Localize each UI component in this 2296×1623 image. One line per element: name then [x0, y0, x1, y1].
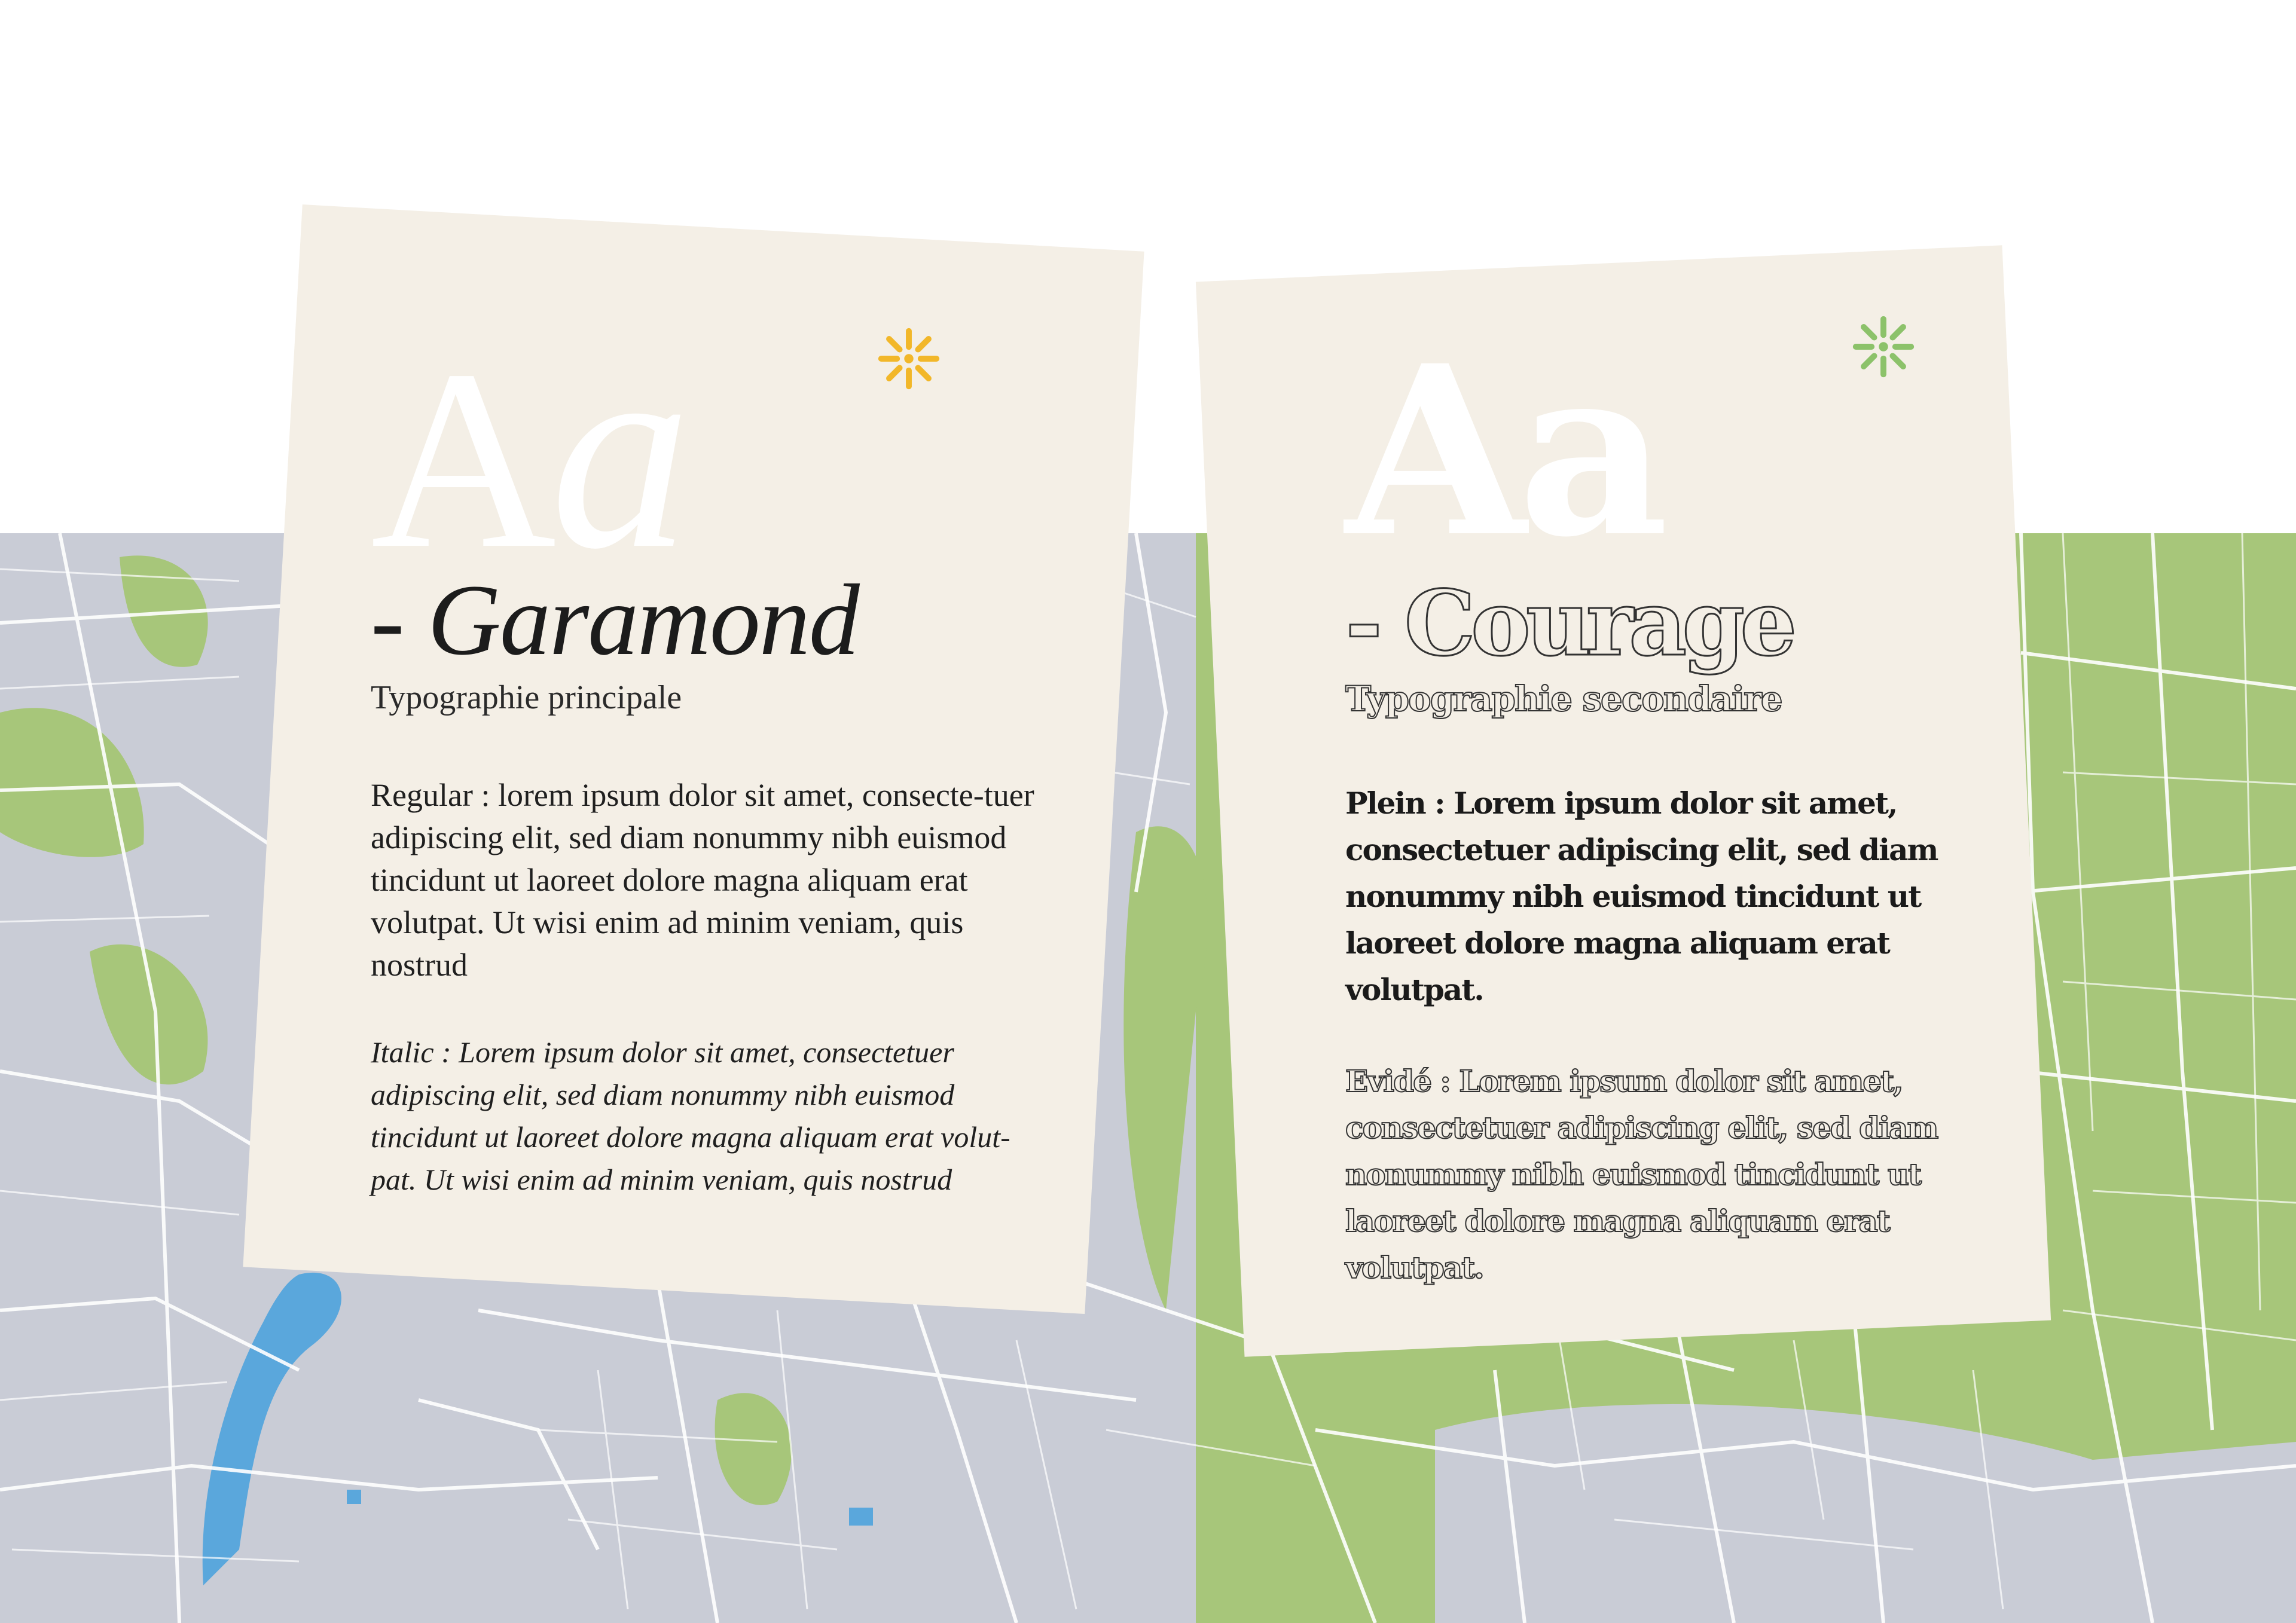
- green-asterisk-icon: [1851, 314, 1916, 380]
- yellow-asterisk-icon: [876, 326, 942, 392]
- garamond-specimen: Aa: [371, 295, 685, 607]
- garamond-title: - Garamond: [371, 564, 859, 676]
- courage-specimen: Aa: [1345, 314, 1661, 588]
- courage-title: - Courage: [1345, 571, 1793, 676]
- courage-outline-sample: Evidé : Lorem ipsum dolor sit amet, consectetuer adipiscing elit, sed diam nonummy nibh euismod tincidunt ut laoreet dolore magna aliquam erat volutpat.: [1345, 1063, 1938, 1285]
- garamond-subtitle: Typographie principale: [371, 679, 682, 716]
- courage-filled-sample: Plein : Lorem ipsum dolor sit amet, consectetuer adipiscing elit, sed diam nonummy nibh euismod tincidunt ut laoreet dolore magna aliquam erat volutpat.: [1345, 785, 1938, 1007]
- garamond-italic-sample: Italic : Lorem ipsum dolor sit amet, consectetuer adipiscing elit, sed diam nonummy nibh euismod tincidunt ut laoreet dolore magna aliquam erat volut-pat. Ut wisi enim ad minim veniam, quis nostrud: [371, 1035, 1010, 1196]
- garamond-regular-sample: Regular : lorem ipsum dolor sit amet, consecte-tuer adipiscing elit, sed diam nonummy nibh euismod tincidunt ut laoreet dolore magna aliquam erat volutpat. Ut wisi enim ad minim veniam, quis nostrud: [371, 777, 1034, 983]
- courage-subtitle: Typographie secondaire: [1345, 678, 1782, 719]
